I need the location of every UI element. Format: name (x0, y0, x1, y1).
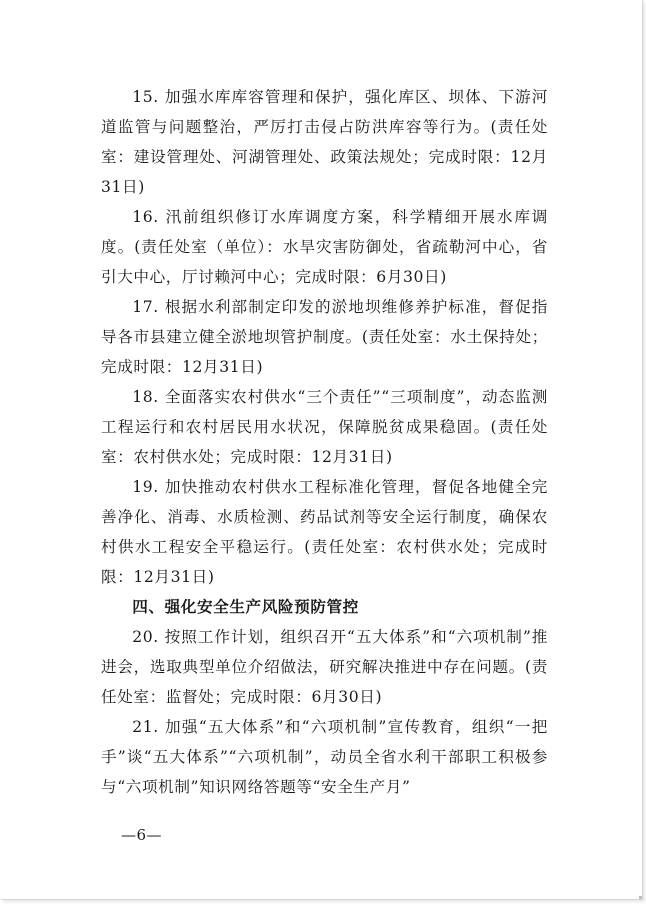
paragraph-item-17: 17. 根据水利部制定印发的淤地坝维修养护标准，督促指导各市县建立健全淤地坝管护制度。(责任处室：水土保持处；完成时限：12月31日) (101, 298, 548, 376)
section-heading: 四、强化安全生产风险预防管控 (132, 598, 359, 616)
page-number: —6— (121, 826, 163, 844)
paragraph-item-15: 15. 加强水库库容管理和保护，强化库区、坝体、下游河道监管与问题整治，严厉打击侵占防洪库容等行为。(责任处室：建设管理处、河湖管理处、政策法规处；完成时限：12月31日) (101, 88, 548, 196)
page-corner-mark (639, 896, 642, 899)
document-body (101, 82, 548, 802)
paragraph-item-21: 21. 加强“五大体系”和“六项机制”宣传教育，组织“一把手”谈“五大体系”“六项机制”，动员全省水利干部职工积极参与“六项机制”知识网络答题等“安全生产月” (101, 718, 548, 796)
paragraph-item-16: 16. 汛前组织修订水库调度方案，科学精细开展水库调度。(责任处室（单位）：水旱灾害防御处，省疏勒河中心，省引大中心，厅讨赖河中心；完成时限：6月30日) (101, 208, 548, 286)
paragraph-item-19: 19. 加快推动农村供水工程标准化管理，督促各地健全完善净化、消毒、水质检测、药品试剂等安全运行制度，确保农村供水工程安全平稳运行。(责任处室：农村供水处；完成时限：12月31日) (101, 478, 548, 586)
paragraph-item-20: 20. 按照工作计划，组织召开“五大体系”和“六项机制”推进会，选取典型单位介绍做法，研究解决推进中存在问题。(责任处室：监督处；完成时限：6月30日) (101, 628, 548, 706)
document-page (1, 0, 643, 900)
paragraph-item-18: 18. 全面落实农村供水“三个责任”“三项制度”，动态监测工程运行和农村居民用水状况，保障脱贫成果稳固。(责任处室：农村供水处；完成时限：12月31日) (101, 388, 548, 466)
